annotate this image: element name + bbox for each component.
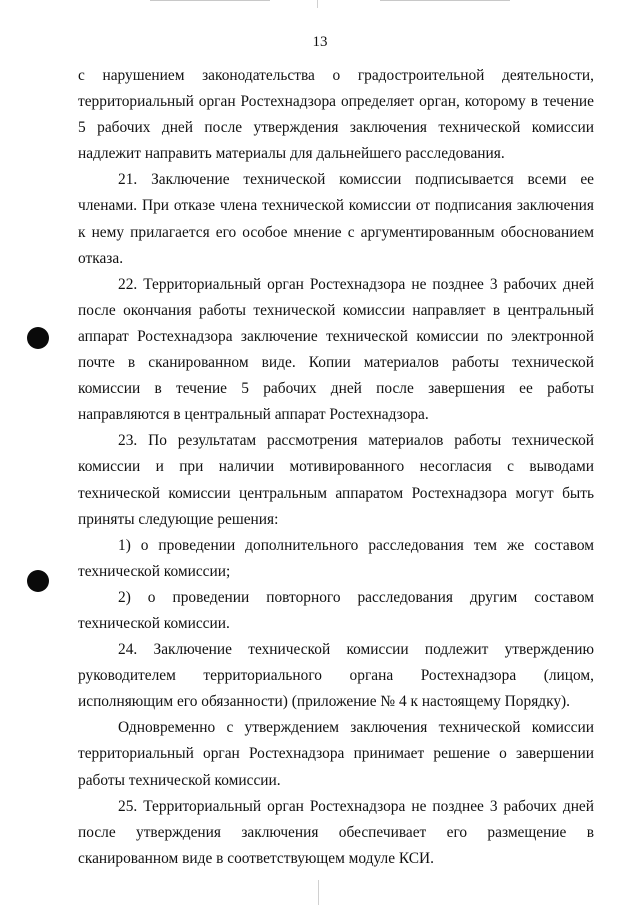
paragraph-22: 22. Территориальный орган Ростехнадзора не позднее 3 рабочих дней после окончания работы технической комиссии направляет в центральный аппарат Ростехнадзора заключение технической комиссии по электронной почте в сканированном виде. Копии материалов работы технической комиссии в течение 5 рабочих дней после завершения ее работы направляются в центральный аппарат Ростехнадзора. [78,275,594,424]
paragraph-21: 21. Заключение технической комиссии подписывается всеми ее членами. При отказе члена технической комиссии от подписания заключения к нему прилагается его особое мнение с аргументированным обоснованием отказа. [78,171,594,267]
punch-hole-bottom [27,570,49,592]
scan-mark-bottom [318,880,319,905]
paragraph-23-item-1: 1) о проведении дополнительного расследования тем же составом технической комиссии; [78,536,594,580]
paragraph-continuation: с нарушением законодательства о градостроительной деятельности, территориальный орган Ростехнадзора определяет орган, которому в течение 5 рабочих дней после утверждения заключения технической комиссии надлежит направить материалы для дальнейшего расследования. [78,67,594,163]
scan-top-edge-left [150,0,270,1]
paragraph-25: 25. Территориальный орган Ростехнадзора не позднее 3 рабочих дней после утверждения заключения обеспечивает его размещение в сканированном виде в соответствующем модуле КСИ. [78,797,594,867]
document-body [78,63,594,872]
page-number: 13 [312,34,328,50]
paragraph-24: 24. Заключение технической комиссии подлежит утверждению руководителем территориального органа Ростехнадзора (лицом, исполняющим его обязанности) (приложение № 4 к настоящему Порядку). [78,641,594,711]
punch-hole-top [27,327,49,349]
paragraph-23-item-2: 2) о проведении повторного расследования другим составом технической комиссии. [78,588,594,632]
scan-mark-top [317,0,318,8]
paragraph-24-continued: Одновременно с утверждением заключения технической комиссии территориальный орган Ростехнадзора принимает решение о завершении работы технической комиссии. [78,719,594,789]
scan-top-edge-right [380,0,510,1]
paragraph-23: 23. По результатам рассмотрения материалов работы технической комиссии и при наличии мотивированного несогласия с выводами технической комиссии центральным аппаратом Ростехнадзора могут быть приняты следующие решения: [78,432,594,528]
